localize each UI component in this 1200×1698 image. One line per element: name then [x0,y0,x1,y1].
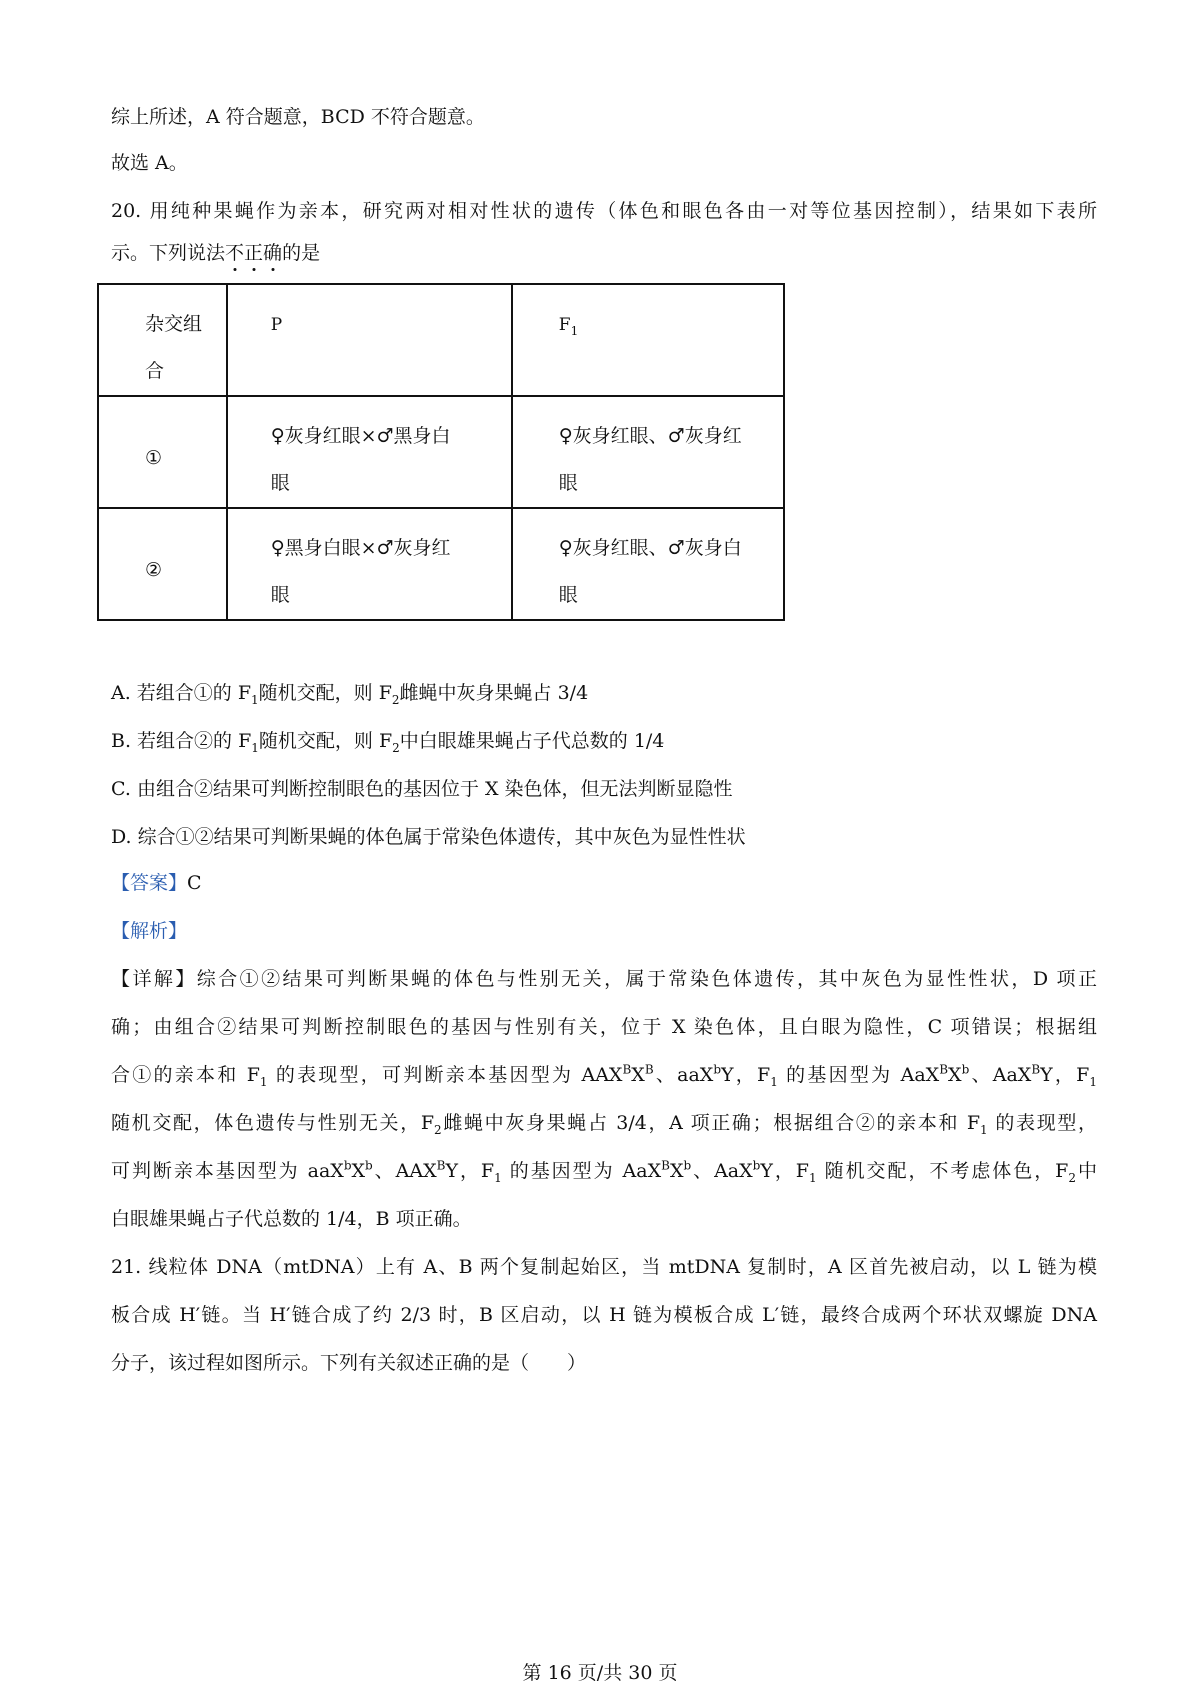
header-parent: P [227,284,512,396]
row-id: ② [98,508,227,620]
detail-line2: 确；由组合②结果可判断控制眼色的基因与性别有关，位于 X 染色体，且白眼为隐性，C 项错误；根据组 [111,1016,1097,1038]
detail-line3: 合①的亲本和 $F_1$ 的表现型，可判断亲本基因型为 $AAX^BX^B$、aaX$^b$Y，$F_1$ 的基因型为 $AaX^BX^b$、AaX$^B$Y，$F_1$ [111,1062,1097,1089]
q21-line1: 21. 线粒体 DNA（mtDNA）上有 A、B 两个复制起始区，当 mtDNA 复制时，A 区首先被启动，以 L 链为模 [111,1256,1097,1278]
q20-stem-line1: 20. 用纯种果蝇作为亲本，研究两对相对性状的遗传（体色和眼色各由一对等位基因控制），结果如下表所 [111,200,1097,222]
option-d: D. 综合①②结果可判断果蝇的体色属于常染色体遗传，其中灰色为显性性状 [111,826,746,848]
choice-text: 故选 A。 [111,152,188,174]
header-f1: $F_1$ [512,284,784,396]
detail-line5: 可判断亲本基因型为 $aaX^bX^b$、$AAX^BY$，$F_1$ 的基因型为 $AaX^BX^b$、AaX$^b$Y，$F_1$ 随机交配，不考虑体色，$F_2$中 [111,1158,1097,1185]
header-cross-group: 杂交组 合 [98,284,227,396]
q20-stem-line2: 示。下列说法不正确的是 [111,242,321,264]
answer-line [111,870,202,896]
detail-line1: 【详解】综合①②结果可判断果蝇的体色与性别无关，属于常染色体遗传，其中灰色为显性性状，D 项正 [111,968,1097,990]
page-footer: 第 16 页/共 30 页 [522,1662,678,1684]
row-parent: ♀黑身白眼×♂灰身红 眼 [227,508,512,620]
row-parent: ♀灰身红眼×♂黑身白 眼 [227,396,512,508]
table-header-row [98,284,784,396]
detail-line6: 白眼雄果蝇占子代总数的 1/4，B 项正确。 [111,1208,472,1230]
row-f1: ♀灰身红眼、♂灰身白 眼 [512,508,784,620]
answer-value: C [187,872,202,894]
answer-label: 【答案】 [111,872,188,894]
option-b: B. 若组合②的 $F_1$随机交配，则 $F_2$中白眼雄果蝇占子代总数的 1/4 [111,730,665,755]
emphasis-char: 不 [225,242,245,264]
row-f1: ♀灰身红眼、♂灰身红 眼 [512,396,784,508]
table-row [98,508,784,620]
cross-table [97,283,785,621]
q21-line3: 分子，该过程如图所示。下列有关叙述正确的是（ ） [111,1352,587,1374]
emphasis-char: 确 [263,242,283,264]
option-a: A. 若组合①的 $F_1$随机交配，则 $F_2$雌蝇中灰身果蝇占 3/4 [111,682,589,707]
emphasis-char: 正 [244,242,264,264]
analysis-label: 【解析】 [111,920,188,942]
table-row [98,396,784,508]
row-id: ① [98,396,227,508]
q21-line2: 板合成 H′链。当 H′链合成了约 2/3 时，B 区启动，以 H 链为模板合成 L′链，最终合成两个环状双螺旋 DNA [111,1304,1097,1326]
summary-text: 综上所述，A 符合题意，BCD 不符合题意。 [111,106,485,128]
detail-line4: 随机交配，体色遗传与性别无关，$F_2$雌蝇中灰身果蝇占 3/4，A 项正确；根据组合②的亲本和 $F_1$ 的表现型， [111,1112,1098,1137]
option-c: C. 由组合②结果可判断控制眼色的基因位于 X 染色体，但无法判断显隐性 [111,778,733,800]
